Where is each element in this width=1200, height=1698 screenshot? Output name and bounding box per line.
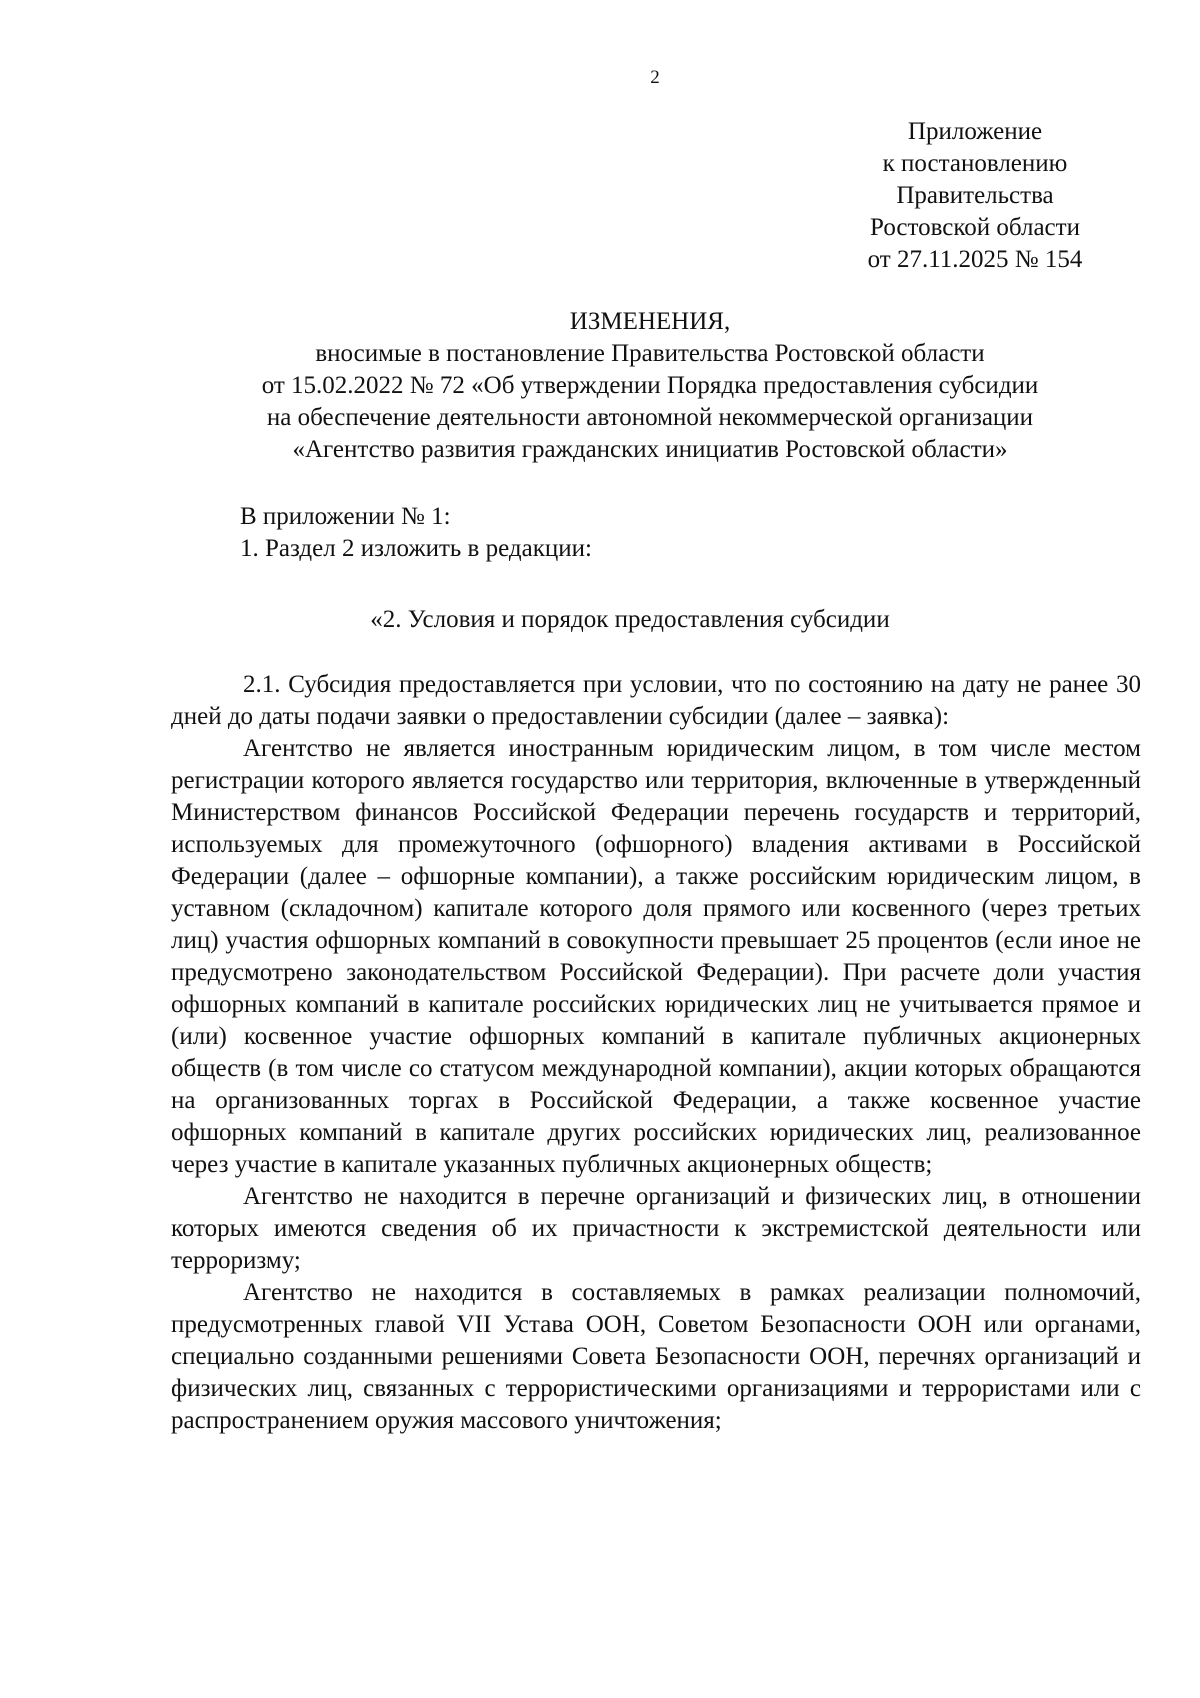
paragraph: Агентство не является иностранным юридическим лицом, в том числе местом регистрации которого является государство или территория, включенные в утвержденный Министерством финансов Российской Федерации перечень государств и территорий, используемых для промежуточного (офшорного) владения активами в Российской Федерации (далее – офшорные компании), а также российским юридическим лицом, в уставном (складочном) капитале которого доля прямого или косвенного (через третьих лиц) участия офшорных компаний в совокупности превышает 25 процентов (если иное не предусмотрено законодательством Российской Федерации). При расчете доли участия офшорных компаний в капитале российских юридических лиц не учитывается прямое и (или) косвенное участие офшорных компаний в капитале публичных акционерных обществ (в том числе со статусом международной компании), акции которых обращаются на организованных торгах в Российской Федерации, а также косвенное участие офшорных компаний в капитале других российских юридических лиц, реализованное через участие в капитале указанных публичных акционерных обществ; xyxy=(171,735,1141,1178)
section-heading: «2. Условия и порядок предоставления субсидии xyxy=(370,606,890,633)
appendix-line: Ростовской области xyxy=(870,214,1080,241)
appendix-line: к постановлению xyxy=(882,150,1068,177)
preamble xyxy=(240,501,592,565)
title-line: вносимые в постановление Правительства Ростовской области xyxy=(315,340,985,367)
paragraph: 2.1. Субсидия предоставляется при условии, что по состоянию на дату не ранее 30 дней до даты подачи заявки о предоставлении субсидии (далее – заявка): xyxy=(171,671,1141,730)
body-text xyxy=(171,669,1141,1437)
appendix-line: Правительства xyxy=(896,182,1054,209)
title-line: от 15.02.2022 № 72 «Об утверждении Порядка предоставления субсидии xyxy=(261,372,1039,399)
appendix-line: от 27.11.2025 № 154 xyxy=(867,246,1083,273)
title-line: на обеспечение деятельности автономной некоммерческой организации xyxy=(266,404,1034,431)
paragraph: Агентство не находится в составляемых в рамках реализации полномочий, предусмотренных главой VII Устава ООН, Советом Безопасности ООН или органами, специально созданными решениями Совета Безопасности ООН, перечнях организаций и физических лиц, связанных с террористическими организациями и террористами или с распространением оружия массового уничтожения; xyxy=(171,1279,1141,1434)
paragraph: Агентство не находится в перечне организаций и физических лиц, в отношении которых имеются сведения об их причастности к экстремистской деятельности или терроризму; xyxy=(171,1183,1141,1274)
page-number: 2 xyxy=(650,67,660,88)
preamble-line: В приложении № 1: xyxy=(240,503,451,530)
title-line: «Агентство развития гражданских инициатив Ростовской области» xyxy=(292,436,1008,463)
preamble-line: 1. Раздел 2 изложить в редакции: xyxy=(240,535,592,562)
appendix-reference xyxy=(840,116,1110,276)
document-title xyxy=(170,306,1130,466)
title-heading: ИЗМЕНЕНИЯ, xyxy=(569,308,731,335)
appendix-line: Приложение xyxy=(907,118,1043,145)
